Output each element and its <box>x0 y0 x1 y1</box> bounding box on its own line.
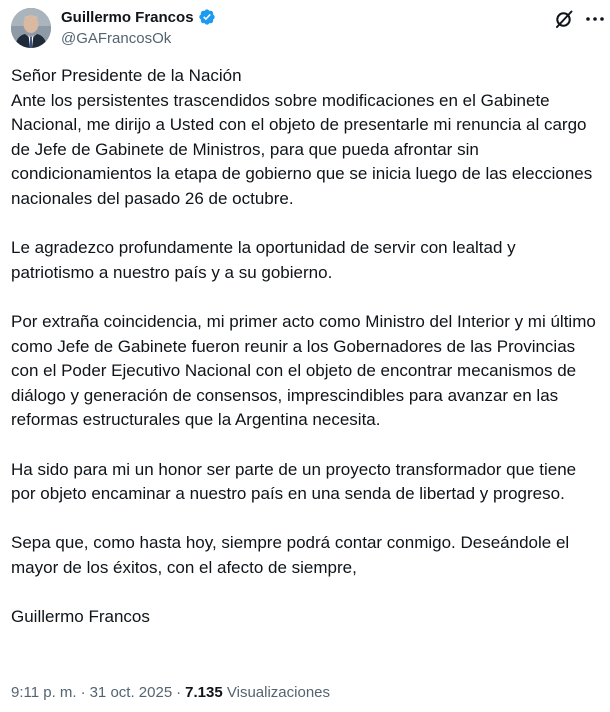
tweet-date[interactable]: 31 oct. 2025 <box>89 684 173 701</box>
meta-separator: · <box>80 684 86 701</box>
author-block <box>61 7 216 47</box>
meta-separator-2: · <box>176 684 182 701</box>
tweet-signature: Guillermo Francos <box>11 607 150 627</box>
tweet-paragraph-3: Por extraña coincidencia, mi primer acto como Ministro del Interior y mi último como Jefe de Gabinete fueron reunir a los Gobernadores de las Provincias con el Poder Ejecutivo Nacional con el objeto de encontrar mecanismos de diálogo y generación de consensos, imprescindibles para avanzar en las reformas estructurales que la Argentina necesita. <box>11 311 596 430</box>
author-handle[interactable]: @GAFrancosOk <box>61 30 172 47</box>
tweet-paragraph-1 <box>11 64 601 212</box>
views-count: 7.135 <box>185 684 223 701</box>
avatar[interactable] <box>11 8 51 48</box>
author-name-row <box>61 7 216 27</box>
tweet-paragraph-4: Ha sido para mi un honor ser parte de un proyecto transformador que tiene por objeto encaminar a nuestro país en una senda de libertad y progreso. <box>11 459 577 504</box>
tweet-paragraph-5: Sepa que, como hasta hoy, siempre podrá contar conmigo. Deseándole el mayor de los éxitos, con el afecto de siempre, <box>11 533 570 577</box>
avatar-image <box>11 8 51 48</box>
author-name[interactable]: Guillermo Francos <box>61 8 194 26</box>
verified-badge-icon[interactable] <box>198 8 216 26</box>
tweet-time[interactable]: 9:11 p. m. <box>11 684 77 701</box>
tweet-text <box>11 64 601 630</box>
tweet-paragraph-1-text: Señor Presidente de la Nación Ante los persistentes trascendidos sobre modificaciones en el Gabinete Nacional, me dirijo a Usted con el objeto de presentarle mi renuncia al cargo de Jefe de Gabinete de Ministros, para que pueda afrontar sin condicionamientos la etapa de gobierno que se inicia luego de las elecciones nacionales del pasado 26 de octubre. <box>11 66 593 208</box>
more-icon[interactable] <box>584 8 606 30</box>
tweet-meta <box>11 684 330 701</box>
views-label: Visualizaciones <box>226 684 331 701</box>
grok-icon[interactable] <box>553 8 575 30</box>
tweet-paragraph-2: Le agradezco profundamente la oportunidad de servir con lealtad y patriotismo a nuestro país y a su gobierno. <box>11 238 516 282</box>
